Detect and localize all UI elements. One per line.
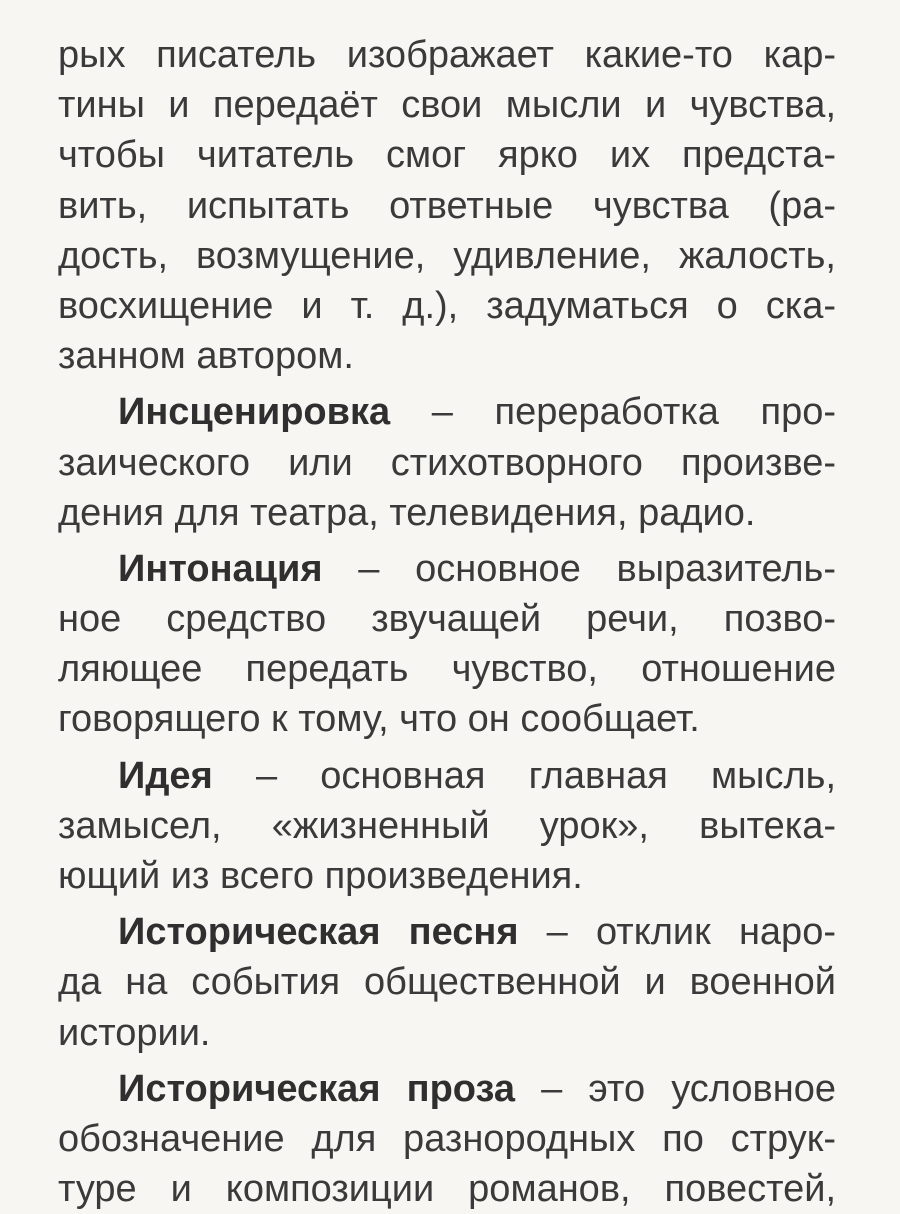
- definition-text: – отклик наро-: [518, 911, 836, 954]
- text-line: обозначение для разнородных по струк-: [58, 1117, 836, 1160]
- definition-term: Историческая песня: [118, 911, 519, 954]
- definition-intonaciya: [58, 544, 836, 745]
- text-line: дения для театра, телевидения, радио.: [58, 491, 756, 534]
- definition-istoricheskaya-proza: [58, 1064, 836, 1214]
- definition-term: Инсценировка: [118, 391, 391, 434]
- definition-first-line: [58, 751, 836, 801]
- text-line: занном автором.: [58, 335, 354, 378]
- definition-first-line: [58, 544, 836, 594]
- text-line: истории.: [58, 1011, 211, 1054]
- text-line: ющий из всего произведения.: [58, 855, 583, 897]
- definition-text: – основная главная мысль,: [212, 754, 836, 797]
- definition-first-line: [58, 907, 836, 957]
- text-line: говорящего к тому, что он сообщает.: [58, 698, 700, 741]
- text-line: рых писатель изображает какие-то кар-: [58, 34, 836, 76]
- text-line: дость, возмущение, удивление, жалость,: [58, 234, 836, 277]
- definition-text: – основное выразитель-: [322, 547, 836, 590]
- text-line: восхищение и т. д.), задуматься о ска-: [58, 284, 836, 327]
- text-line: тины и передаёт свои мысли и чувства,: [58, 84, 836, 127]
- definition-first-line: [58, 1064, 836, 1114]
- definition-text: – переработка про-: [390, 391, 836, 434]
- text-line: туре и композиции романов, повестей,: [58, 1168, 836, 1211]
- definition-ideya: [58, 751, 836, 902]
- text-line: ляющее передать чувство, отношение: [58, 648, 836, 691]
- text-line: замысел, «жизненный урок», вытека-: [58, 804, 836, 847]
- definition-term: Идея: [118, 754, 213, 797]
- text-line: да на события общественной и военной: [58, 961, 836, 1004]
- text-line: ное средство звучащей речи, позво-: [58, 598, 836, 641]
- definition-inscenirovka: [58, 387, 836, 538]
- definition-term: Интонация: [118, 547, 323, 590]
- definition-text: – это условное: [515, 1067, 836, 1110]
- paragraph-continuation: [58, 30, 836, 381]
- text-line: вить, испытать ответные чувства (ра-: [58, 184, 836, 227]
- text-line: чтобы читатель смог ярко их предста-: [58, 134, 836, 177]
- definition-first-line: [58, 387, 836, 437]
- text-line: заического или стихотворного произве-: [58, 441, 836, 484]
- definition-term: Историческая проза: [118, 1067, 516, 1110]
- definition-istoricheskaya-pesnya: [58, 907, 836, 1058]
